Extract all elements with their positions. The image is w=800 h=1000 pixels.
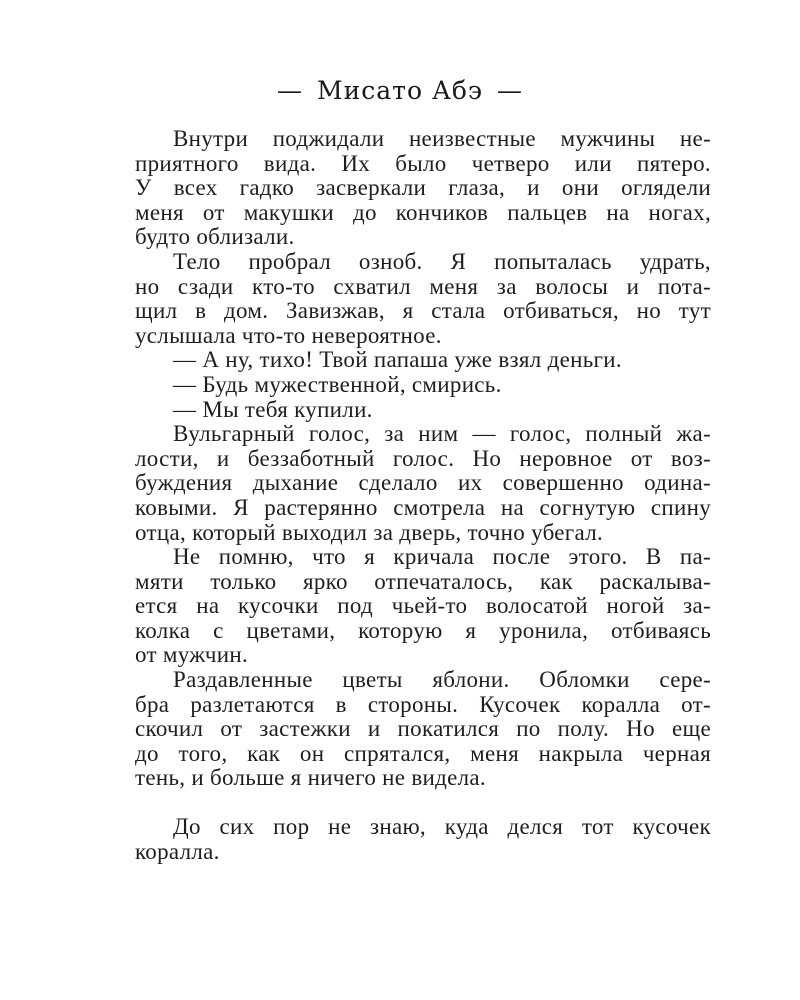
text-line: но сзади кто-то схватил меня за волосы и пота- bbox=[135, 273, 711, 299]
text-line: ется на кусочки под чьей-то волосатой ногой за- bbox=[135, 593, 711, 619]
header-dash-right: — bbox=[496, 76, 523, 105]
text-line: Раздавленные цветы яблони. Обломки сере- bbox=[173, 667, 711, 693]
text-line: До сих пор не знаю, куда делся тот кусочек bbox=[173, 814, 711, 840]
text-line: меня от макушки до кончиков пальцев на ногах, bbox=[135, 199, 711, 225]
text-line: ковыми. Я растерянно смотрела на согнутую спину bbox=[135, 494, 711, 520]
text-line: Тело пробрал озноб. Я попыталась удрать, bbox=[173, 248, 711, 274]
text-line: щил в дом. Завизжав, я стала отбиваться, но тут bbox=[135, 298, 711, 324]
text-line: — Будь мужественной, смирись. bbox=[173, 371, 502, 397]
body-text bbox=[135, 127, 711, 864]
text-line: отца, который выходил за дверь, точно убегал. bbox=[135, 519, 604, 545]
text-line: У всех гадко засверкали глаза, и они оглядели bbox=[135, 175, 711, 201]
header-author: Мисато Абэ bbox=[317, 76, 483, 105]
text-line: мяти только ярко отпечаталось, как раскалыва- bbox=[135, 568, 711, 594]
text-line: коралла. bbox=[135, 838, 220, 864]
text-line: будто облизали. bbox=[135, 224, 295, 250]
text-line: буждения дыхание сделало их совершенно одина- bbox=[135, 470, 711, 496]
text-line: тень, и больше я ничего не видела. bbox=[135, 765, 486, 791]
text-line: лости, и беззаботный голос. Но неровное от воз- bbox=[135, 445, 711, 471]
text-line: скочил от застежки и покатился по полу. Но еще bbox=[135, 716, 711, 742]
text-line: — Мы тебя купили. bbox=[173, 396, 373, 422]
text-line: колка с цветами, которую я уронила, отбиваясь bbox=[135, 617, 711, 643]
text-line: услышала что-то невероятное. bbox=[135, 322, 442, 348]
text-line: от мужчин. bbox=[135, 642, 249, 668]
text-line: до того, как он спрятался, меня накрыла черная bbox=[135, 740, 711, 766]
text-line: приятного вида. Их было четверо или пятеро. bbox=[135, 150, 711, 176]
text-line: Не помню, что я кричала после этого. В па- bbox=[173, 544, 711, 570]
header-dash-left: — bbox=[277, 76, 303, 105]
text-line: Вульгарный голос, за ним — голос, полный жа- bbox=[173, 421, 711, 447]
running-header bbox=[0, 76, 800, 105]
text-line: бра разлетаются в стороны. Кусочек коралла от- bbox=[135, 691, 711, 717]
section-break bbox=[135, 791, 711, 815]
text-line: Внутри поджидали неизвестные мужчины не- bbox=[173, 126, 711, 151]
text-line: — А ну, тихо! Твой папаша уже взял деньги. bbox=[173, 347, 622, 373]
